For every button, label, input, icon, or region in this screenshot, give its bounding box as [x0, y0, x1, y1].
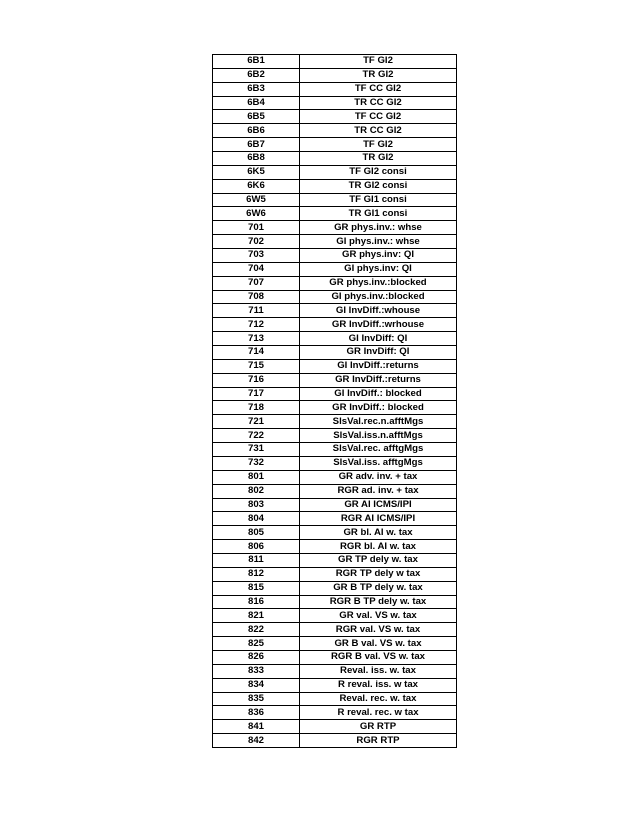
table-row	[213, 706, 457, 720]
movement-code-cell: 836	[213, 706, 300, 720]
table-row	[213, 221, 457, 235]
movement-description-cell: TR GI2	[300, 152, 457, 166]
movement-code-cell: 835	[213, 692, 300, 706]
table-row	[213, 152, 457, 166]
movement-code-cell: 707	[213, 276, 300, 290]
movement-description-cell: SlsVal.iss. afftgMgs	[300, 456, 457, 470]
table-row	[213, 304, 457, 318]
movement-code-cell: 806	[213, 540, 300, 554]
movement-description-cell: RGR B TP dely w. tax	[300, 595, 457, 609]
movement-description-cell: RGR bl. AI w. tax	[300, 540, 457, 554]
table-row	[213, 456, 457, 470]
movement-code-cell: 834	[213, 678, 300, 692]
movement-description-cell: TF GI2 consi	[300, 165, 457, 179]
table-row	[213, 124, 457, 138]
movement-code-cell: 714	[213, 346, 300, 360]
table-row	[213, 290, 457, 304]
movement-description-cell: GR phys.inv: QI	[300, 249, 457, 263]
table-row	[213, 359, 457, 373]
table-row	[213, 609, 457, 623]
movement-description-cell: TF CC GI2	[300, 82, 457, 96]
movement-description-cell: RGR TP dely w tax	[300, 567, 457, 581]
table-row	[213, 512, 457, 526]
movement-code-cell: 825	[213, 637, 300, 651]
movement-code-cell: 703	[213, 249, 300, 263]
movement-code-cell: 6W5	[213, 193, 300, 207]
table-row	[213, 526, 457, 540]
table-row	[213, 720, 457, 734]
movement-description-cell: SlsVal.rec. afftgMgs	[300, 443, 457, 457]
movement-description-cell: TR GI1 consi	[300, 207, 457, 221]
movement-code-cell: 721	[213, 415, 300, 429]
table-row	[213, 96, 457, 110]
movement-code-cell: 702	[213, 235, 300, 249]
table-row	[213, 581, 457, 595]
table-row	[213, 387, 457, 401]
movement-code-cell: 718	[213, 401, 300, 415]
table-row	[213, 692, 457, 706]
table-row	[213, 165, 457, 179]
movement-description-cell: RGR AI ICMS/IPI	[300, 512, 457, 526]
movement-description-cell: GR phys.inv.: whse	[300, 221, 457, 235]
movement-code-cell: 722	[213, 429, 300, 443]
movement-code-cell: 821	[213, 609, 300, 623]
movement-code-cell: 6B4	[213, 96, 300, 110]
movement-description-cell: TR CC GI2	[300, 96, 457, 110]
movement-code-cell: 6B2	[213, 68, 300, 82]
table-row	[213, 443, 457, 457]
table-row	[213, 207, 457, 221]
movement-code-cell: 6B8	[213, 152, 300, 166]
table-row	[213, 110, 457, 124]
table-row	[213, 415, 457, 429]
movement-code-cell: 731	[213, 443, 300, 457]
movement-code-cell: 711	[213, 304, 300, 318]
table-row	[213, 484, 457, 498]
table-row	[213, 470, 457, 484]
movement-code-cell: 833	[213, 664, 300, 678]
movement-description-cell: RGR RTP	[300, 734, 457, 748]
movement-description-cell: GR B val. VS w. tax	[300, 637, 457, 651]
table-row	[213, 193, 457, 207]
movement-code-cell: 715	[213, 359, 300, 373]
movement-code-cell: 712	[213, 318, 300, 332]
movement-code-cell: 804	[213, 512, 300, 526]
movement-description-cell: RGR B val. VS w. tax	[300, 650, 457, 664]
movement-code-cell: 802	[213, 484, 300, 498]
movement-code-cell: 713	[213, 332, 300, 346]
table-row	[213, 650, 457, 664]
movement-description-cell: GI phys.inv.:blocked	[300, 290, 457, 304]
movement-description-cell: GI InvDiff.:whouse	[300, 304, 457, 318]
table-row	[213, 553, 457, 567]
movement-code-cell: 6B1	[213, 55, 300, 69]
movement-code-cell: 6K5	[213, 165, 300, 179]
table-row	[213, 318, 457, 332]
movement-description-cell: GR InvDiff.:returns	[300, 373, 457, 387]
movement-code-cell: 815	[213, 581, 300, 595]
table-row	[213, 138, 457, 152]
movement-description-cell: GR TP dely w. tax	[300, 553, 457, 567]
movement-code-cell: 6B5	[213, 110, 300, 124]
table-row	[213, 734, 457, 748]
movement-code-cell: 717	[213, 387, 300, 401]
movement-code-cell: 822	[213, 623, 300, 637]
table-row	[213, 346, 457, 360]
movement-description-cell: SlsVal.rec.n.afftMgs	[300, 415, 457, 429]
movement-code-cell: 704	[213, 262, 300, 276]
movement-description-cell: GR adv. inv. + tax	[300, 470, 457, 484]
table-row	[213, 82, 457, 96]
table-row	[213, 55, 457, 69]
movement-description-cell: GR InvDiff.:wrhouse	[300, 318, 457, 332]
table-row	[213, 262, 457, 276]
movement-code-cell: 805	[213, 526, 300, 540]
movement-code-cell: 6B6	[213, 124, 300, 138]
movement-description-cell: RGR val. VS w. tax	[300, 623, 457, 637]
movement-description-cell: TF CC GI2	[300, 110, 457, 124]
movement-code-cell: 816	[213, 595, 300, 609]
movement-description-cell: TF GI2	[300, 55, 457, 69]
table-row	[213, 567, 457, 581]
movement-description-cell: RGR ad. inv. + tax	[300, 484, 457, 498]
table-row	[213, 623, 457, 637]
movement-code-cell: 801	[213, 470, 300, 484]
table-row	[213, 332, 457, 346]
movement-description-cell: GR AI ICMS/IPI	[300, 498, 457, 512]
table-row	[213, 373, 457, 387]
movement-description-cell: SlsVal.iss.n.afftMgs	[300, 429, 457, 443]
movement-code-cell: 6B3	[213, 82, 300, 96]
movement-description-cell: GR InvDiff.: blocked	[300, 401, 457, 415]
table-row	[213, 68, 457, 82]
table-row	[213, 235, 457, 249]
movement-description-cell: GI InvDiff: QI	[300, 332, 457, 346]
table-row	[213, 249, 457, 263]
table-row	[213, 595, 457, 609]
movement-description-cell: GI InvDiff.:returns	[300, 359, 457, 373]
movement-description-cell: TF GI1 consi	[300, 193, 457, 207]
movement-code-cell: 803	[213, 498, 300, 512]
movement-description-cell: R reval. iss. w tax	[300, 678, 457, 692]
movement-description-cell: GR val. VS w. tax	[300, 609, 457, 623]
table-row	[213, 664, 457, 678]
movement-type-table	[212, 54, 457, 748]
movement-code-cell: 716	[213, 373, 300, 387]
movement-code-cell: 842	[213, 734, 300, 748]
table-body	[213, 55, 457, 748]
movement-type-table-container	[212, 54, 454, 748]
table-row	[213, 276, 457, 290]
table-row	[213, 179, 457, 193]
movement-code-cell: 6W6	[213, 207, 300, 221]
movement-code-cell: 841	[213, 720, 300, 734]
movement-code-cell: 6B7	[213, 138, 300, 152]
table-row	[213, 540, 457, 554]
movement-description-cell: TR CC GI2	[300, 124, 457, 138]
movement-code-cell: 708	[213, 290, 300, 304]
movement-description-cell: GR phys.inv.:blocked	[300, 276, 457, 290]
movement-description-cell: GR B TP dely w. tax	[300, 581, 457, 595]
movement-code-cell: 826	[213, 650, 300, 664]
table-row	[213, 678, 457, 692]
movement-code-cell: 6K6	[213, 179, 300, 193]
movement-code-cell: 811	[213, 553, 300, 567]
movement-code-cell: 701	[213, 221, 300, 235]
table-row	[213, 637, 457, 651]
movement-description-cell: TF GI2	[300, 138, 457, 152]
table-row	[213, 401, 457, 415]
movement-description-cell: GR bl. AI w. tax	[300, 526, 457, 540]
movement-description-cell: GI phys.inv: QI	[300, 262, 457, 276]
movement-description-cell: R reval. rec. w tax	[300, 706, 457, 720]
movement-description-cell: GI InvDiff.: blocked	[300, 387, 457, 401]
table-row	[213, 429, 457, 443]
movement-description-cell: TR GI2 consi	[300, 179, 457, 193]
movement-description-cell: GR RTP	[300, 720, 457, 734]
movement-code-cell: 732	[213, 456, 300, 470]
movement-description-cell: Reval. iss. w. tax	[300, 664, 457, 678]
movement-description-cell: TR GI2	[300, 68, 457, 82]
table-row	[213, 498, 457, 512]
movement-description-cell: GI phys.inv.: whse	[300, 235, 457, 249]
movement-description-cell: GR InvDiff: QI	[300, 346, 457, 360]
movement-description-cell: Reval. rec. w. tax	[300, 692, 457, 706]
movement-code-cell: 812	[213, 567, 300, 581]
